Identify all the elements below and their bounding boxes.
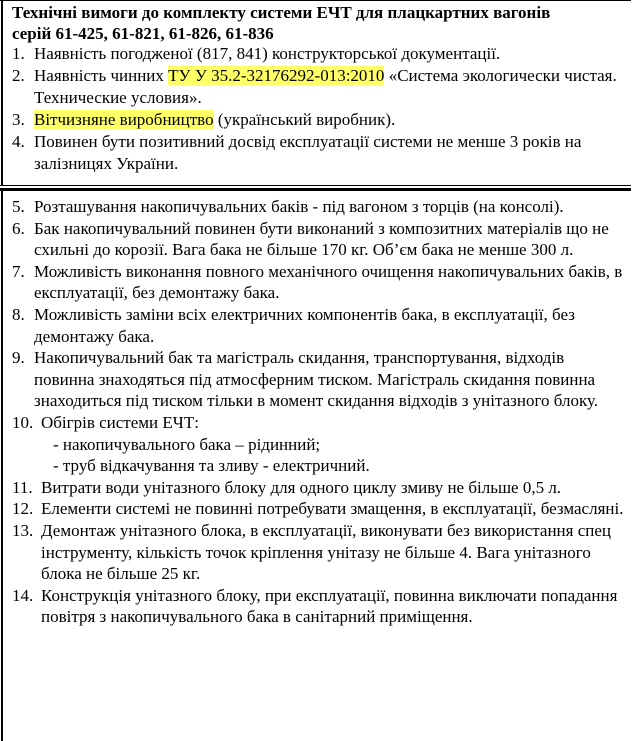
- list-item: [12, 65, 624, 109]
- left-border: [1, 190, 3, 741]
- list-item: [12, 109, 624, 131]
- item-number: 8.: [12, 304, 25, 324]
- title-line-1: Технічні вимоги до комплекту системи ЕЧТ для плацкартних вагонів: [12, 3, 551, 22]
- item-number: 6.: [12, 218, 25, 238]
- item-number: 7.: [12, 261, 25, 281]
- item-number: 1.: [12, 44, 25, 63]
- document-title: [12, 2, 624, 44]
- list-item: [12, 585, 624, 628]
- item-text: Наявність погодженої (817, 841) конструкторської документації.: [34, 44, 501, 63]
- item-text: Можливість виконання повного механічного очищення накопичувальних баків, в експлуатації, без демонтажу бака.: [34, 261, 623, 303]
- item-text: (український виробник).: [213, 110, 396, 129]
- highlighted-text: Вітчизняне виробництво: [34, 110, 214, 129]
- item-text: Повинен бути позитивний досвід експлуатації системи не менше 3 років на залізницях України.: [34, 132, 582, 173]
- item-number: 4.: [12, 132, 25, 151]
- item-text: Розташування накопичувальних баків - під вагоном з торців (на консолі).: [34, 197, 564, 216]
- item-text: Елементи системі не повинні потребувати змащення, в експлуатації, безмасляні.: [41, 499, 624, 519]
- item-number: 9.: [12, 348, 25, 368]
- list-item: [12, 498, 624, 520]
- list-item: [12, 304, 624, 347]
- item-number: 12.: [12, 499, 34, 519]
- requirements-list-bottom: [12, 196, 624, 628]
- left-border: [1, 0, 3, 186]
- item-text: Наявність чинних: [34, 66, 169, 85]
- item-text: Витрати води унітазного блоку для одного циклу змиву не більше 0,5 л.: [41, 477, 562, 497]
- item-text: Обігрів системи ЕЧТ:: [41, 412, 199, 432]
- item-number: 13.: [12, 520, 34, 540]
- item-text: Бак накопичувальний повинен бути виконаний з композитних матеріалів що не схильні до корозії. Вага бака не більше 170 кг. Об’єм бака не менше 300 л.: [34, 218, 609, 260]
- list-item: [12, 261, 624, 304]
- list-item: [12, 347, 624, 412]
- list-item: [12, 131, 624, 175]
- requirements-list-top: [12, 43, 624, 175]
- item-text: Накопичувальний бак та магістраль скидання, транспортування, відходів повинна знаходяться під атмосферним тиском. Магістраль скидання повинна знаходиться під тиском тільки в момент скидання відходів з унітазного блоку.: [34, 348, 599, 411]
- list-item: [12, 477, 624, 499]
- item-text: «Система экологически чистая. Технические условия».: [34, 66, 617, 107]
- item-number: 11.: [12, 477, 33, 497]
- item-text: Можливість заміни всіх електричних компонентів бака, в експлуатації, без демонтажу бака.: [34, 304, 575, 346]
- sub-item: - накопичувального бака – рідинний;: [53, 434, 321, 454]
- highlighted-text: ТУ У 35.2-32176292-013:2010: [168, 66, 385, 85]
- title-line-2: серій 61-425, 61-821, 61-826, 61-836: [12, 24, 274, 43]
- item-number: 5.: [12, 197, 25, 216]
- list-item: [12, 412, 624, 477]
- item-number: 14.: [12, 585, 34, 605]
- item-number: 3.: [12, 110, 25, 129]
- item-number: 10.: [12, 412, 34, 432]
- list-item: [12, 196, 624, 218]
- list-item: [12, 218, 624, 261]
- list-item: [12, 520, 624, 585]
- item-number: 2.: [12, 66, 25, 85]
- item-text: Демонтаж унітазного блока, в експлуатації, виконувати без використання спец інструменту, кількість точок кріплення унітазу не більше 4. Вага унітазного блока не більше 25 кг.: [41, 520, 611, 584]
- item-text: Конструкція унітазного блоку, при експлуатації, повинна виключати попадання повітря з накопичувального бака в санітарний приміщення.: [41, 585, 618, 627]
- sub-item: - труб відкачування та зливу - електричний.: [53, 456, 370, 476]
- list-item: [12, 43, 624, 65]
